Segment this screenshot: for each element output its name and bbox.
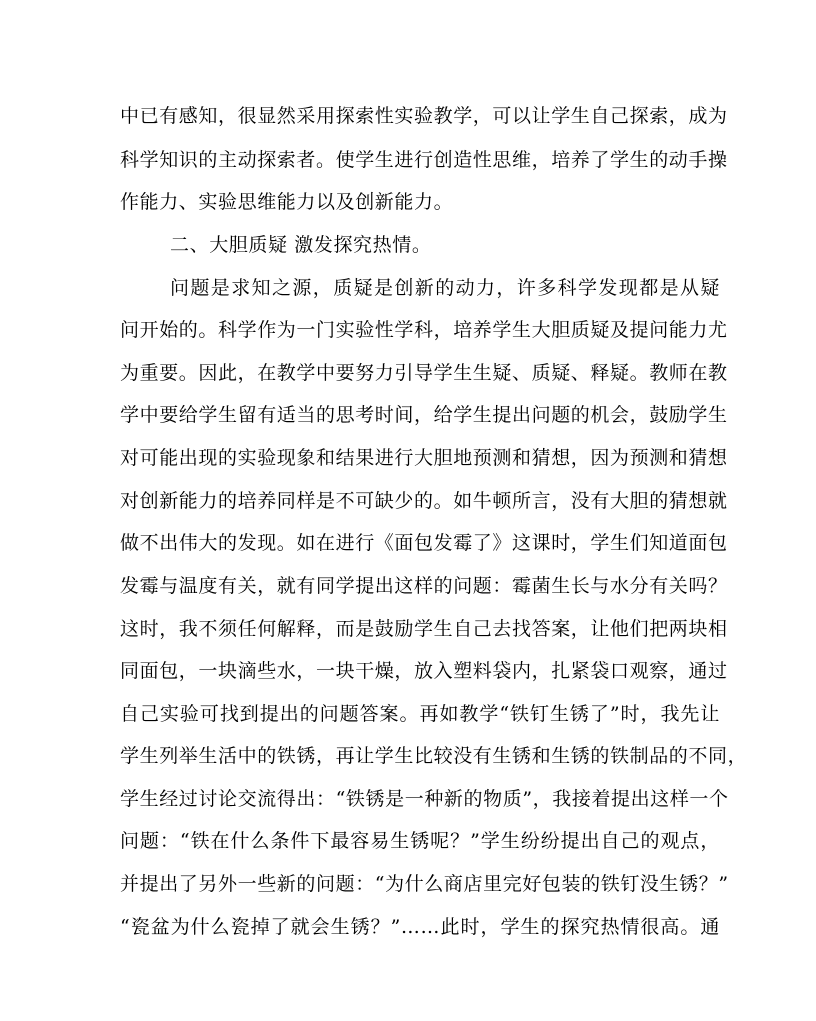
paragraph-line: 对可能出现的实验现象和结果进行大胆地预测和猜想，因为预测和猜想 bbox=[120, 447, 728, 469]
paragraph-line: 作能力、实验思维能力以及创新能力。 bbox=[120, 191, 454, 213]
paragraph-line: 问开始的。科学作为一门实验性学科，培养学生大胆质疑及提问能力尤 bbox=[120, 319, 728, 341]
paragraph-line: “瓷盆为什么瓷掉了就会生锈？”……此时，学生的探究热情很高。通 bbox=[120, 916, 720, 938]
paragraph-line: 科学知识的主动探索者。使学生进行创造性思维，培养了学生的动手操 bbox=[120, 149, 728, 171]
section-heading: 二、大胆质疑 激发探究热情。 bbox=[170, 234, 432, 256]
paragraph-line: 为重要。因此，在教学中要努力引导学生生疑、质疑、释疑。教师在教 bbox=[120, 362, 728, 384]
paragraph-line: 同面包，一块滴些水，一块干燥，放入塑料袋内，扎紧袋口观察，通过 bbox=[120, 660, 728, 682]
paragraph-line: 自己实验可找到提出的问题答案。再如教学“铁钉生锈了”时，我先让 bbox=[120, 703, 720, 725]
paragraph-line: 学生经过讨论交流得出：“铁锈是一种新的物质”，我接着提出这样一个 bbox=[120, 788, 729, 810]
paragraph-line: 发霉与温度有关，就有同学提出这样的问题：霉菌生长与水分有关吗？ bbox=[120, 575, 728, 597]
paragraph-line: 对创新能力的培养同样是不可缺少的。如牛顿所言，没有大胆的猜想就 bbox=[120, 490, 728, 512]
paragraph-line: 中已有感知，很显然采用探索性实验教学，可以让学生自己探索，成为 bbox=[120, 105, 728, 127]
paragraph-line: 问题：“铁在什么条件下最容易生锈呢？”学生纷纷提出自己的观点， bbox=[120, 830, 720, 852]
paragraph-line: 问题是求知之源，质疑是创新的动力，许多科学发现都是从疑 bbox=[170, 277, 720, 299]
paragraph-line: 学中要给学生留有适当的思考时间，给学生提出问题的机会，鼓励学生 bbox=[120, 404, 728, 426]
paragraph-line: 学生列举生活中的铁锈，再让学生比较没有生锈和生锈的铁制品的不同， bbox=[120, 745, 748, 767]
paragraph-line: 做不出伟大的发现。如在进行《面包发霉了》这课时，学生们知道面包 bbox=[120, 532, 728, 554]
paragraph-line: 这时，我不须任何解释，而是鼓励学生自己去找答案，让他们把两块相 bbox=[120, 618, 728, 640]
paragraph-line: 并提出了另外一些新的问题：“为什么商店里完好包装的铁钉没生锈？” bbox=[120, 873, 729, 895]
